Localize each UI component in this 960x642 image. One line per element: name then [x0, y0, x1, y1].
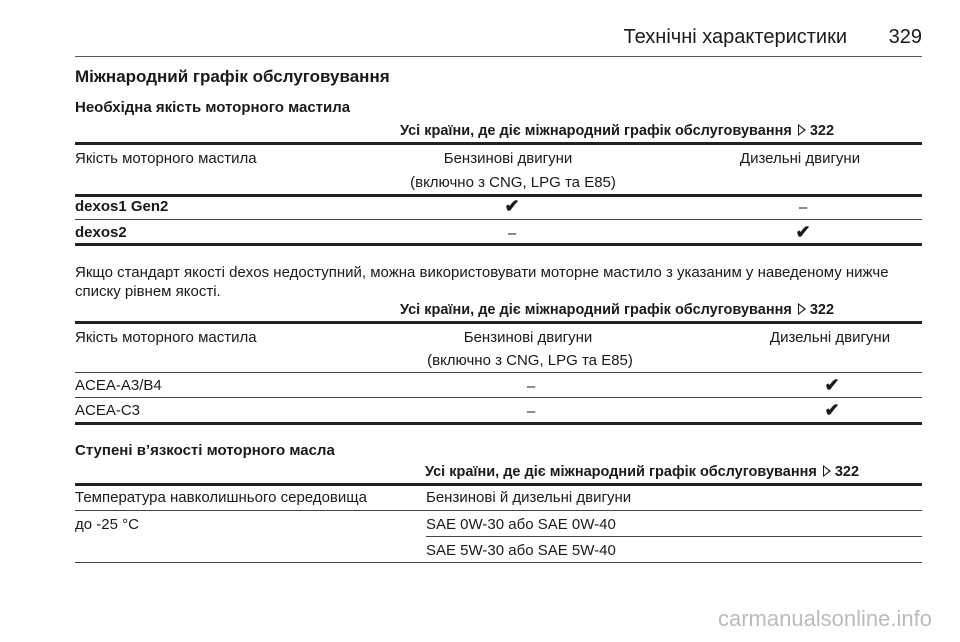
- col-diesel-header: Дизельні двигуни: [739, 150, 861, 167]
- header-rule: [75, 56, 922, 57]
- col-petrol-subheader: (включно з CNG, LPG та E85): [410, 174, 616, 191]
- table-row-temp: до -25 °C: [75, 516, 139, 533]
- dash-mark: –: [526, 378, 536, 395]
- block1-note: [400, 123, 834, 139]
- block1-note-ref[interactable]: 322: [809, 123, 835, 139]
- page-number: 329: [888, 26, 922, 48]
- body-paragraph: Якщо стандарт якості dexos недоступний, можна використовувати моторне мастило з указаним у наведеному нижче списку рівнем якості.: [75, 264, 889, 300]
- col-quality-header: Якість моторного мастила: [75, 329, 257, 346]
- table-row-value: SAE 5W-30 або SAE 5W-40: [426, 542, 616, 559]
- table-row-name: dexos2: [75, 224, 127, 241]
- dash-mark: –: [526, 403, 536, 420]
- table-row-name: ACEA-A3/B4: [75, 377, 162, 394]
- block2-note: [400, 302, 834, 318]
- block1-note-text: Усі країни, де діє міжнародний графік обслуговування: [400, 123, 792, 139]
- col-quality-header: Якість моторного мастила: [75, 150, 257, 167]
- page-reference-icon: [798, 124, 806, 136]
- table-rule: [75, 510, 922, 511]
- block1-heading: Необхідна якість моторного мастила: [75, 99, 351, 116]
- table-rule: [75, 194, 922, 197]
- dash-mark: –: [798, 199, 808, 216]
- table-rule: [75, 483, 922, 486]
- table-rule: [426, 536, 922, 537]
- watermark: carmanualsonline.info: [717, 606, 932, 631]
- section-title: Міжнародний графік обслуговування: [75, 67, 390, 86]
- table-row-value: SAE 0W-30 або SAE 0W-40: [426, 516, 616, 533]
- page-reference-icon: [823, 465, 831, 477]
- col-petrol-subheader: (включно з CNG, LPG та E85): [427, 352, 633, 369]
- table-rule: [75, 422, 922, 425]
- running-title: Технічні характеристики: [623, 26, 847, 48]
- col-engines-header: Бензинові й дизельні двигуни: [426, 489, 632, 506]
- col-petrol-header: Бензинові двигуни: [463, 329, 593, 346]
- table-row-name: ACEA-C3: [75, 402, 141, 419]
- table-rule: [75, 397, 922, 398]
- table-rule: [75, 142, 922, 145]
- dash-mark: –: [507, 225, 517, 242]
- table-rule: [75, 372, 922, 373]
- block2-note-ref[interactable]: 322: [809, 302, 835, 318]
- col-petrol-header: Бензинові двигуни: [443, 150, 573, 167]
- table-rule: [75, 562, 922, 563]
- check-icon: ✔: [824, 375, 840, 395]
- block3-note: [425, 464, 859, 480]
- running-header: [75, 20, 922, 50]
- col-diesel-header: Дизельні двигуни: [769, 329, 891, 346]
- page-reference-icon: [798, 303, 806, 315]
- table-rule: [75, 219, 922, 220]
- block2-note-text: Усі країни, де діє міжнародний графік обслуговування: [400, 302, 792, 318]
- block3-heading: Ступені в’язкості моторного масла: [75, 442, 335, 459]
- block3-note-ref[interactable]: 322: [834, 464, 860, 480]
- col-temp-header: Температура навколишнього середовища: [75, 489, 367, 506]
- table-row-name: dexos1 Gen2: [75, 198, 169, 215]
- check-icon: ✔: [824, 400, 840, 420]
- check-icon: ✔: [504, 196, 520, 216]
- check-icon: ✔: [795, 222, 811, 242]
- table-rule: [75, 243, 922, 246]
- block3-note-text: Усі країни, де діє міжнародний графік обслуговування: [425, 464, 817, 480]
- table-rule: [75, 321, 922, 324]
